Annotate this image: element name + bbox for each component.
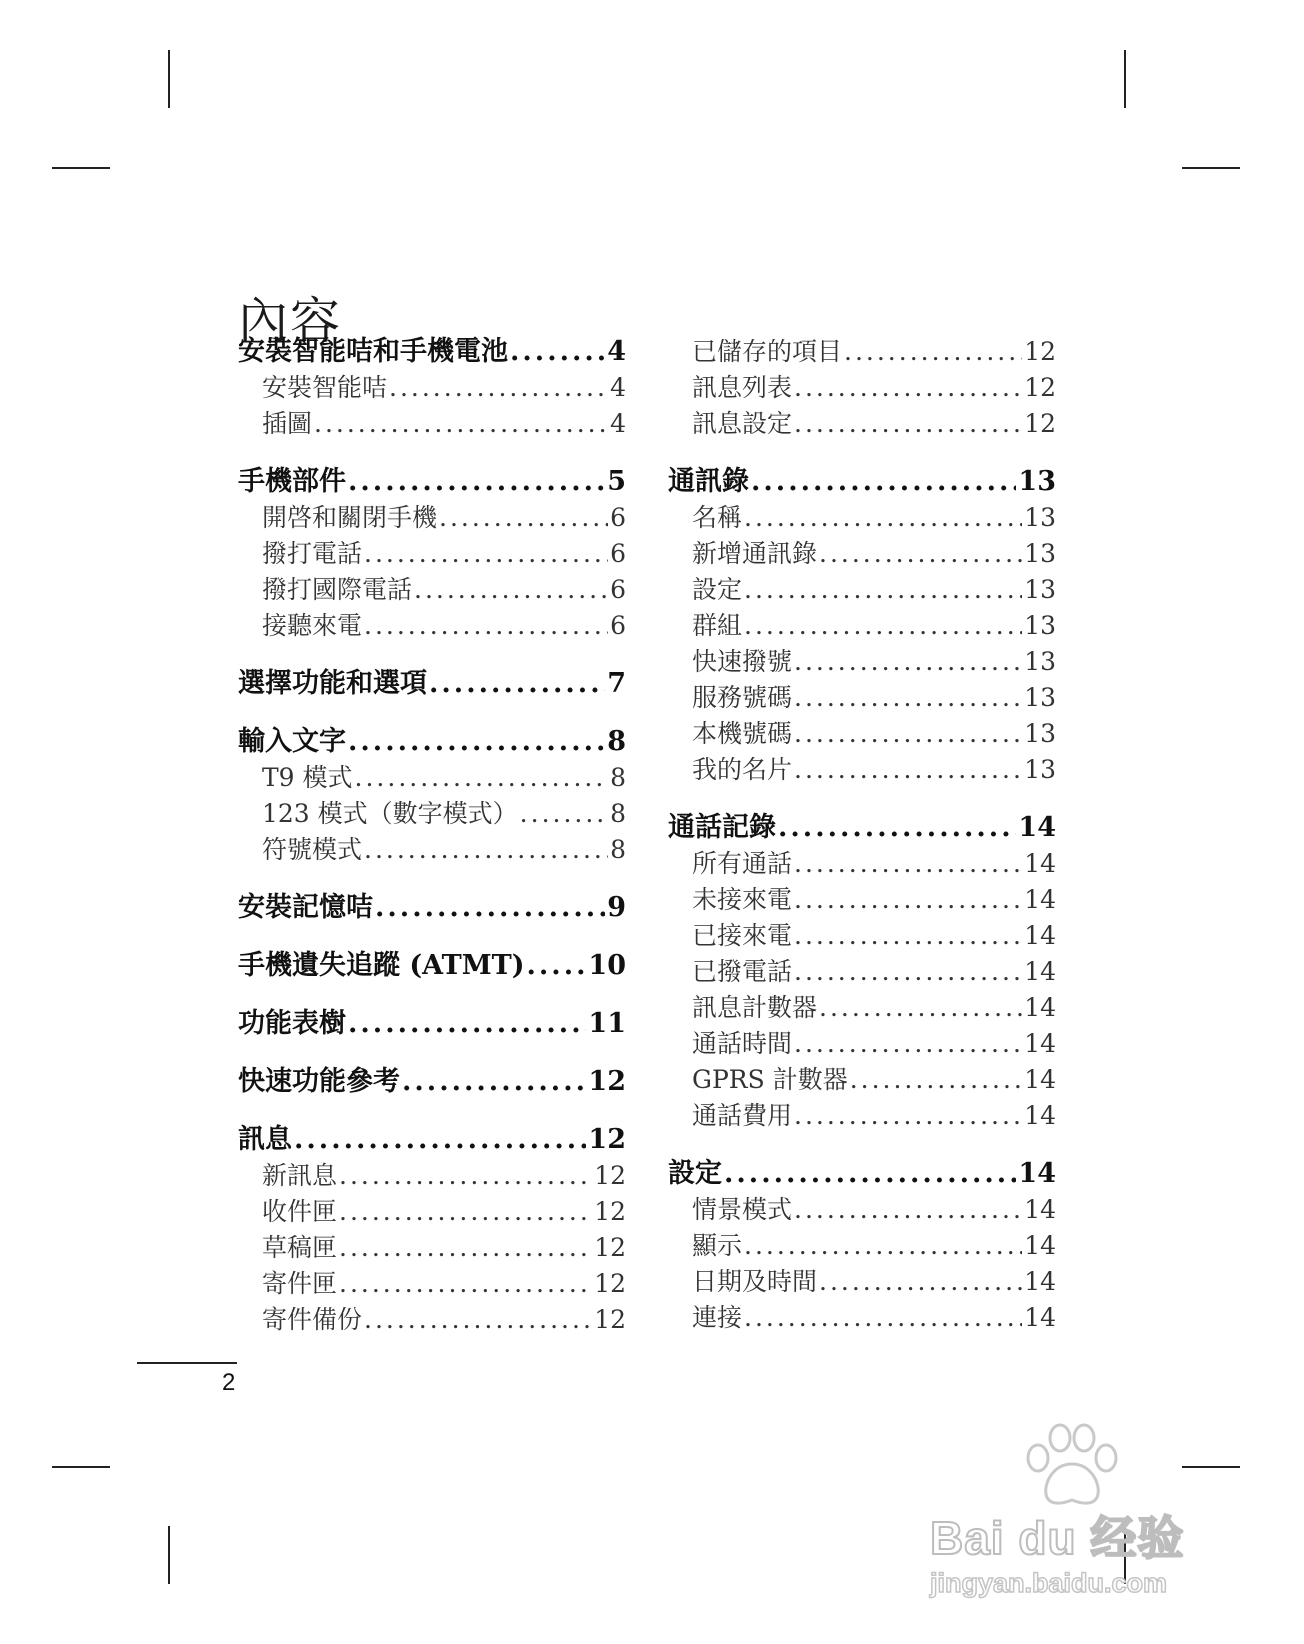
toc-item[interactable]: 插圖 ..... 4 xyxy=(238,406,626,442)
watermark-logo: Bai du 经验 xyxy=(930,1512,1185,1564)
crop-mark xyxy=(168,50,170,108)
toc-section xyxy=(238,890,626,926)
watermark-url: jingyan.baidu.com xyxy=(930,1568,1168,1598)
toc-section xyxy=(238,334,626,442)
toc-item[interactable]: 寄件備份 ..... 12 xyxy=(238,1302,626,1338)
toc-section xyxy=(238,948,626,984)
toc-section xyxy=(238,1064,626,1100)
toc-item[interactable]: T9 模式 ..... 8 xyxy=(238,760,626,796)
toc-heading[interactable]: 設定 ..... 14 xyxy=(668,1156,1056,1192)
baidu-watermark xyxy=(930,1420,1230,1600)
toc-heading[interactable]: 功能表樹 ..... 11 xyxy=(238,1006,626,1042)
toc-item[interactable]: GPRS 計數器 ..... 14 xyxy=(668,1062,1056,1098)
toc-item[interactable]: 安裝智能咭 ..... 4 xyxy=(238,370,626,406)
toc-item[interactable]: 已撥電話 ..... 14 xyxy=(668,954,1056,990)
toc-item[interactable]: 開啓和關閉手機 ..... 6 xyxy=(238,500,626,536)
toc-item[interactable]: 訊息計數器 ..... 14 xyxy=(668,990,1056,1026)
toc-section xyxy=(238,1006,626,1042)
toc-item[interactable]: 日期及時間 ..... 14 xyxy=(668,1264,1056,1300)
toc-heading[interactable]: 通話記錄 ..... 14 xyxy=(668,810,1056,846)
toc-item[interactable]: 未接來電 ..... 14 xyxy=(668,882,1056,918)
toc-heading[interactable]: 訊息 ..... 12 xyxy=(238,1122,626,1158)
toc-heading[interactable]: 手機遺失追蹤 (ATMT) ..... 10 xyxy=(238,948,626,984)
toc-item[interactable]: 訊息設定 ..... 12 xyxy=(668,406,1056,442)
toc-item[interactable]: 連接 ..... 14 xyxy=(668,1300,1056,1336)
toc-heading[interactable]: 快速功能參考 ..... 12 xyxy=(238,1064,626,1100)
toc-item[interactable]: 通話時間 ..... 14 xyxy=(668,1026,1056,1062)
toc-item[interactable]: 服務號碼 ..... 13 xyxy=(668,680,1056,716)
toc-section xyxy=(668,464,1056,788)
toc-section xyxy=(238,724,626,868)
toc-item[interactable]: 通話費用 ..... 14 xyxy=(668,1098,1056,1134)
crop-mark xyxy=(168,1526,170,1584)
paw-icon xyxy=(1016,1420,1126,1510)
toc-section xyxy=(238,1122,626,1338)
toc-section xyxy=(668,810,1056,1134)
toc-item[interactable]: 所有通話 ..... 14 xyxy=(668,846,1056,882)
toc-item[interactable]: 新訊息 ..... 12 xyxy=(238,1158,626,1194)
toc-section xyxy=(238,666,626,702)
toc-item[interactable]: 接聽來電 ..... 6 xyxy=(238,608,626,644)
toc-section xyxy=(238,464,626,644)
toc-item[interactable]: 草稿匣 ..... 12 xyxy=(238,1230,626,1266)
toc-item[interactable]: 已接來電 ..... 14 xyxy=(668,918,1056,954)
toc-item[interactable]: 情景模式 ..... 14 xyxy=(668,1192,1056,1228)
toc-heading[interactable]: 選擇功能和選項 ..... 7 xyxy=(238,666,626,702)
toc-section-continued xyxy=(668,334,1056,442)
toc-item[interactable]: 我的名片 ..... 13 xyxy=(668,752,1056,788)
toc-item[interactable]: 本機號碼 ..... 13 xyxy=(668,716,1056,752)
toc-section xyxy=(668,1156,1056,1336)
toc-item[interactable]: 寄件匣 ..... 12 xyxy=(238,1266,626,1302)
toc-item[interactable]: 訊息列表 ..... 12 xyxy=(668,370,1056,406)
page-number: 2 xyxy=(222,1369,236,1396)
toc-item[interactable]: 123 模式（數字模式） ..... 8 xyxy=(238,796,626,832)
toc-item[interactable]: 收件匣 ..... 12 xyxy=(238,1194,626,1230)
crop-mark xyxy=(52,1466,110,1468)
toc-item[interactable]: 撥打國際電話 ..... 6 xyxy=(238,572,626,608)
toc-item[interactable]: 新增通訊錄 ..... 13 xyxy=(668,536,1056,572)
toc-right-column xyxy=(668,334,1056,1358)
toc-item[interactable]: 群組 ..... 13 xyxy=(668,608,1056,644)
toc-item[interactable]: 快速撥號 ..... 13 xyxy=(668,644,1056,680)
page-title: 內容 xyxy=(238,291,342,350)
toc-item[interactable]: 符號模式 ..... 8 xyxy=(238,832,626,868)
toc-heading[interactable]: 手機部件 ..... 5 xyxy=(238,464,626,500)
footer-rule xyxy=(137,1362,237,1364)
toc-item[interactable]: 名稱 ..... 13 xyxy=(668,500,1056,536)
toc-left-column xyxy=(238,334,626,1360)
toc-item[interactable]: 撥打電話 ..... 6 xyxy=(238,536,626,572)
toc-heading[interactable]: 通訊錄 ..... 13 xyxy=(668,464,1056,500)
toc-heading[interactable]: 輸入文字 ..... 8 xyxy=(238,724,626,760)
toc-item[interactable]: 設定 ..... 13 xyxy=(668,572,1056,608)
crop-mark xyxy=(52,167,110,169)
toc-heading[interactable]: 安裝智能咭和手機電池 ..... 4 xyxy=(238,334,626,370)
crop-mark xyxy=(1182,167,1240,169)
toc-item[interactable]: 顯示 ..... 14 xyxy=(668,1228,1056,1264)
crop-mark xyxy=(1124,50,1126,108)
toc-item[interactable]: 已儲存的項目 ..... 12 xyxy=(668,334,1056,370)
toc-heading[interactable]: 安裝記憶咭 ..... 9 xyxy=(238,890,626,926)
